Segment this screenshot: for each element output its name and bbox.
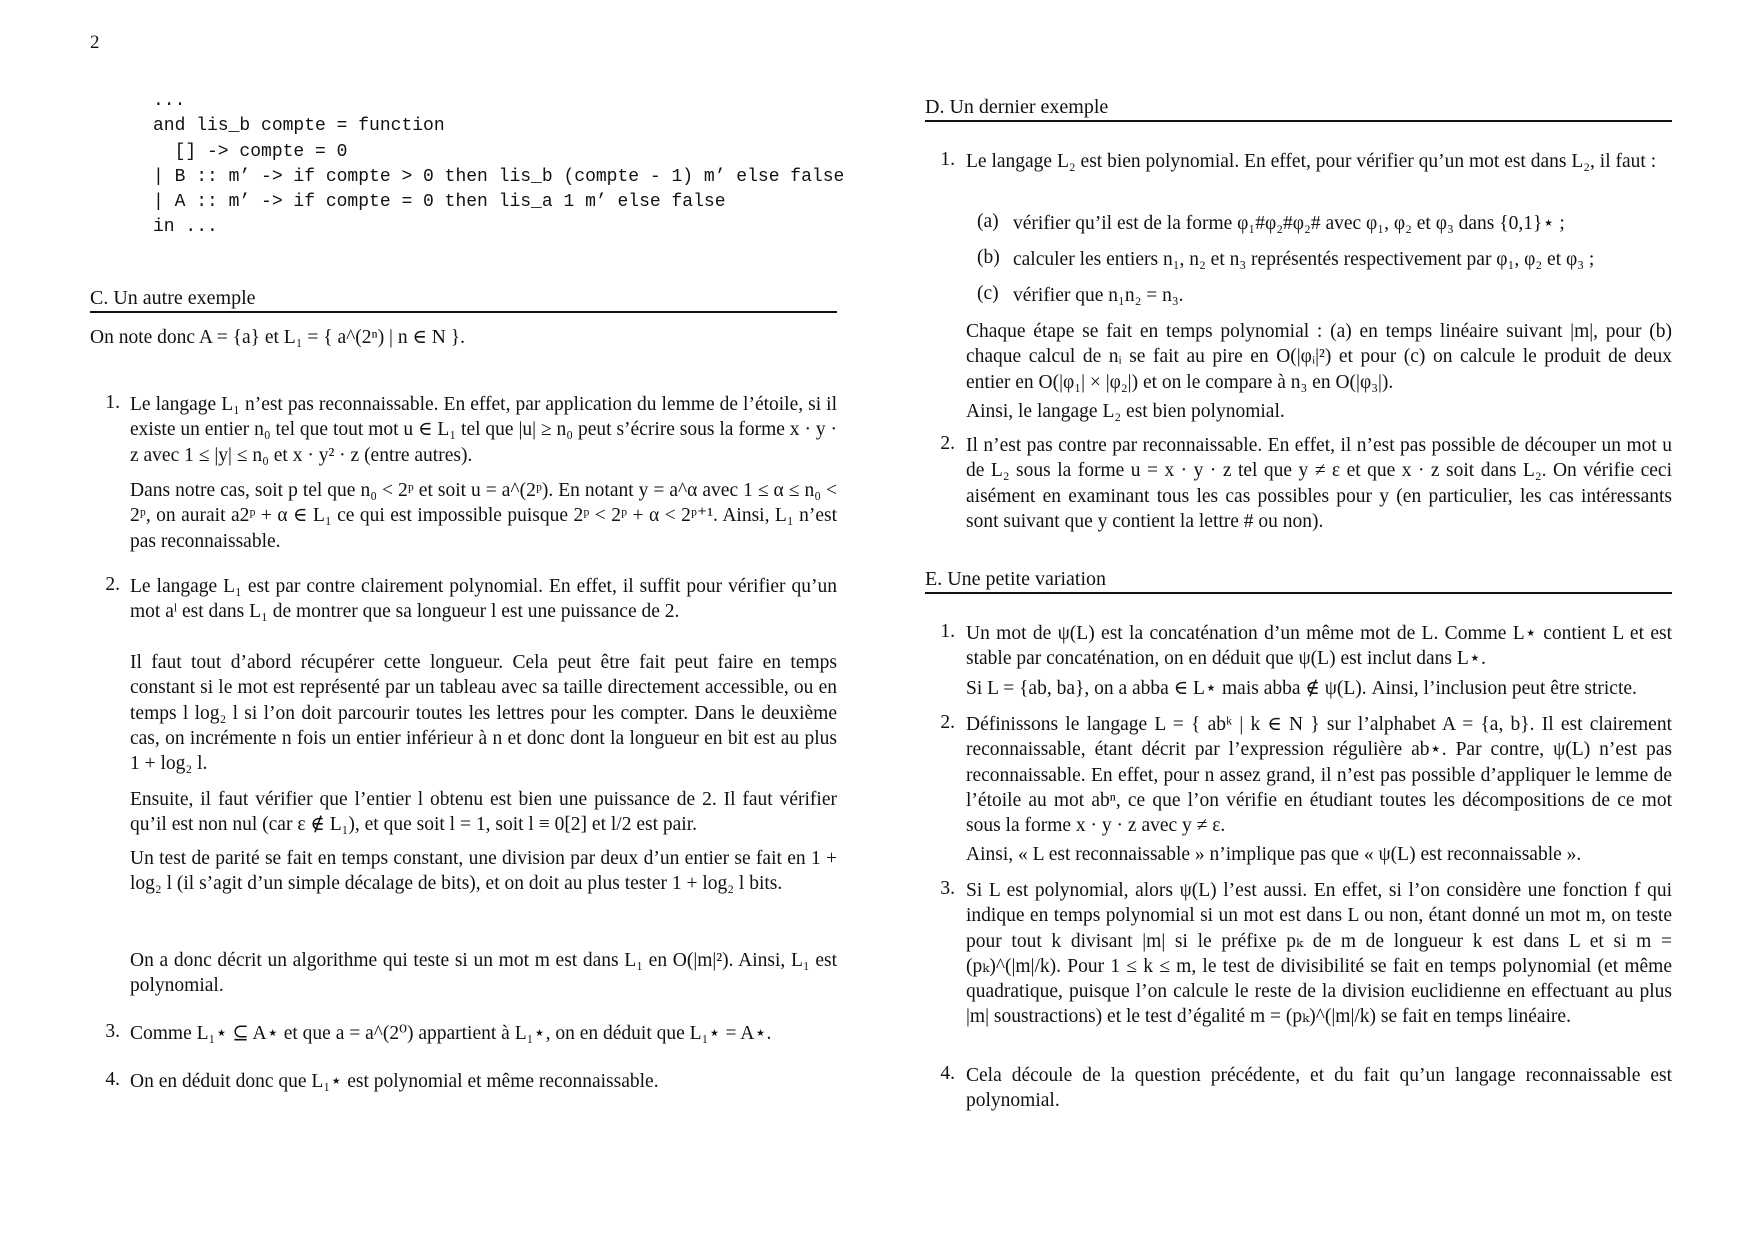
item-number: 1. [105,392,120,413]
item-number: 1. [940,621,955,642]
item-number: 2. [940,712,955,733]
d-item-2: Il n’est pas contre par reconnaissable. En effet, il n’est pas possible de découper un mot u de L₂ sous la forme u = x · y · z tel que y ≠ ε et que x · z soit dans L₂. On vérifie ceci aisément en examinant tous les cas possibles pour y (en particulier, les cas intéressants sont suivant que y contient la lettre # ou non). [966,435,1672,532]
section-d-heading: D. Un dernier exemple [925,95,1672,122]
e-item-2-p1: Définissons le langage L = { abᵏ | k ∈ N } sur l’alphabet A = {a, b}. Il est clairement reconnaissable, étant décrit par l’expression régulière ab⋆. Par contre, ψ(L) n’est pas reconnaissable. En effet, pour n assez grand, il n’est pas possible d’appliquer le lemme de l’étoile au mot abⁿ, ce que l’on vérifie en étudiant toutes les décompositions de ce mot sous la forme x · y · z avec y ≠ ε. [966,714,1672,837]
c-item-1-p1: Le langage L₁ n’est pas reconnaissable. En effet, par application du lemme de l’étoile, si il existe un entier n₀ tel que tout mot u ∈ L₁ tel que |u| ≥ n₀ peut s’écrire sous la forme x · y · z avec 1 ≤ |y| ≤ n₀ et x · y² · z (entre autres). [130,394,837,466]
code-line: | A :: m’ -> if compte = 0 then lis_a 1 m’ else false [153,192,726,213]
e-item-1-p1: Un mot de ψ(L) est la concaténation d’un même mot de L. Comme L⋆ contient L et est stable par concaténation, on en déduit que ψ(L) est inclut dans L⋆. [966,623,1672,670]
d-step-c: vérifier que n₁n₂ = n₃. [1013,285,1184,306]
step-label: (b) [977,247,1000,268]
d-step-a: vérifier qu’il est de la forme φ₁#φ₂#φ₂# avec φ₁, φ₂ et φ₃ dans {0,1}⋆ ; [1013,213,1565,234]
item-number: 2. [940,433,955,454]
c-item-2-p2: Il faut tout d’abord récupérer cette longueur. Cela peut être fait peut faire en temps constant si le mot est représenté par un tableau avec sa taille directement accessible, ou en temps l log₂ l si l’on doit parcourir toutes les lettres pour les compter. Dans le deuxième cas, on incrémente n fois un entier inférieur à n et donc dont la longueur en bit est au plus 1 + log₂ l. [130,652,837,775]
c-item-2-p5: On a donc décrit un algorithme qui teste si un mot m est dans L₁ en O(|m|²). Ainsi, L₁ est polynomial. [130,950,837,997]
c-item-2-p1: Le langage L₁ est par contre clairement polynomial. En effet, il suffit pour vérifier qu’un mot aˡ est dans L₁ de montrer que sa longueur l est une puissance de 2. [130,576,837,623]
c-item-1-p2: Dans notre cas, soit p tel que n₀ < 2ᵖ et soit u = a^(2ᵖ). En notant y = a^α avec 1 ≤ α ≤ n₀ < 2ᵖ, on aurait a2ᵖ + α ∈ L₁ ce qui est impossible puisque 2ᵖ < 2ᵖ + α < 2ᵖ⁺¹. Ainsi, L₁ n’est pas reconnaissable. [130,480,837,552]
e-item-2-p2: Ainsi, « L est reconnaissable » n’implique pas que « ψ(L) est reconnaissable ». [966,844,1582,865]
c-item-4: On en déduit donc que L₁⋆ est polynomial et même reconnaissable. [130,1071,659,1092]
d-item-1-conclusion: Ainsi, le langage L₂ est bien polynomial. [966,401,1285,422]
c-item-2-p3: Ensuite, il faut vérifier que l’entier l obtenu est bien une puissance de 2. Il faut vérifier qu’il est non nul (car ε ∉ L₁), et que soit l = 1, soit l ≡ 0[2] et l/2 est pair. [130,789,837,836]
item-number: 2. [105,574,120,595]
d-step-b: calculer les entiers n₁, n₂ et n₃ représentés respectivement par φ₁, φ₂ et φ₃ ; [1013,249,1595,270]
step-label: (a) [977,211,999,232]
e-item-3: Si L est polynomial, alors ψ(L) l’est aussi. En effet, si l’on considère une fonction f qui indique en temps polynomial si un mot est dans L ou non, étant donné un mot m, on teste pour tout k divisant |m| si le préfixe pₖ de m de longueur k est dans L et si m = (pₖ)^(|m|/k). Pour 1 ≤ k ≤ m, le test de divisibilité se fait en temps polynomial (et même quadratique, puisque l’on calcule le reste de la division euclidienne en effectuant au plus |m| soustractions) et le test d’égalité m = (pₖ)^(|m|/k) se fait en temps linéaire. [966,880,1672,1028]
item-number: 4. [940,1063,955,1084]
step-label: (c) [977,283,999,304]
code-line: [] -> compte = 0 [153,141,348,162]
d-item-1-lead: Le langage L₂ est bien polynomial. En effet, pour vérifier qu’un mot est dans L₂, il faut : [966,151,1657,172]
page-number: 2 [90,32,100,53]
code-listing [153,89,844,241]
item-number: 4. [105,1069,120,1090]
item-number: 1. [940,149,955,170]
code-line: | B :: m’ -> if compte > 0 then lis_b (compte - 1) m’ else false [153,166,845,187]
code-line: and lis_b compte = function [153,116,445,137]
section-c-heading: C. Un autre exemple [90,286,837,313]
item-number: 3. [940,878,955,899]
item-number: 3. [105,1021,120,1042]
e-item-4: Cela découle de la question précédente, et du fait qu’un langage reconnaissable est polynomial. [966,1065,1672,1112]
d-item-1-after: Chaque étape se fait en temps polynomial : (a) en temps linéaire suivant |m|, pour (b) chaque calcul de nᵢ se fait au pire en O(|φᵢ|²) et pour (c) on calcule le produit de deux entier en O(|φ₁| × |φ₂|) et on le compare à n₃ en O(|φ₃|). [966,321,1672,393]
section-c-intro: On note donc A = {a} et L₁ = { a^(2ⁿ) | n ∈ N }. [90,327,465,348]
c-item-2-p4: Un test de parité se fait en temps constant, une division par deux d’un entier se fait en 1 + log₂ l (il s’agit d’un simple décalage de bits), et on doit au plus tester 1 + log₂ l bits. [130,848,837,895]
c-item-3: Comme L₁⋆ ⊆ A⋆ et que a = a^(2⁰) appartient à L₁⋆, on en déduit que L₁⋆ = A⋆. [130,1023,772,1044]
code-line: in ... [153,217,218,238]
e-item-1-p2: Si L = {ab, ba}, on a abba ∈ L⋆ mais abba ∉ ψ(L). Ainsi, l’inclusion peut être stricte. [966,678,1637,699]
section-e-heading: E. Une petite variation [925,567,1672,594]
code-line: ... [153,91,186,111]
